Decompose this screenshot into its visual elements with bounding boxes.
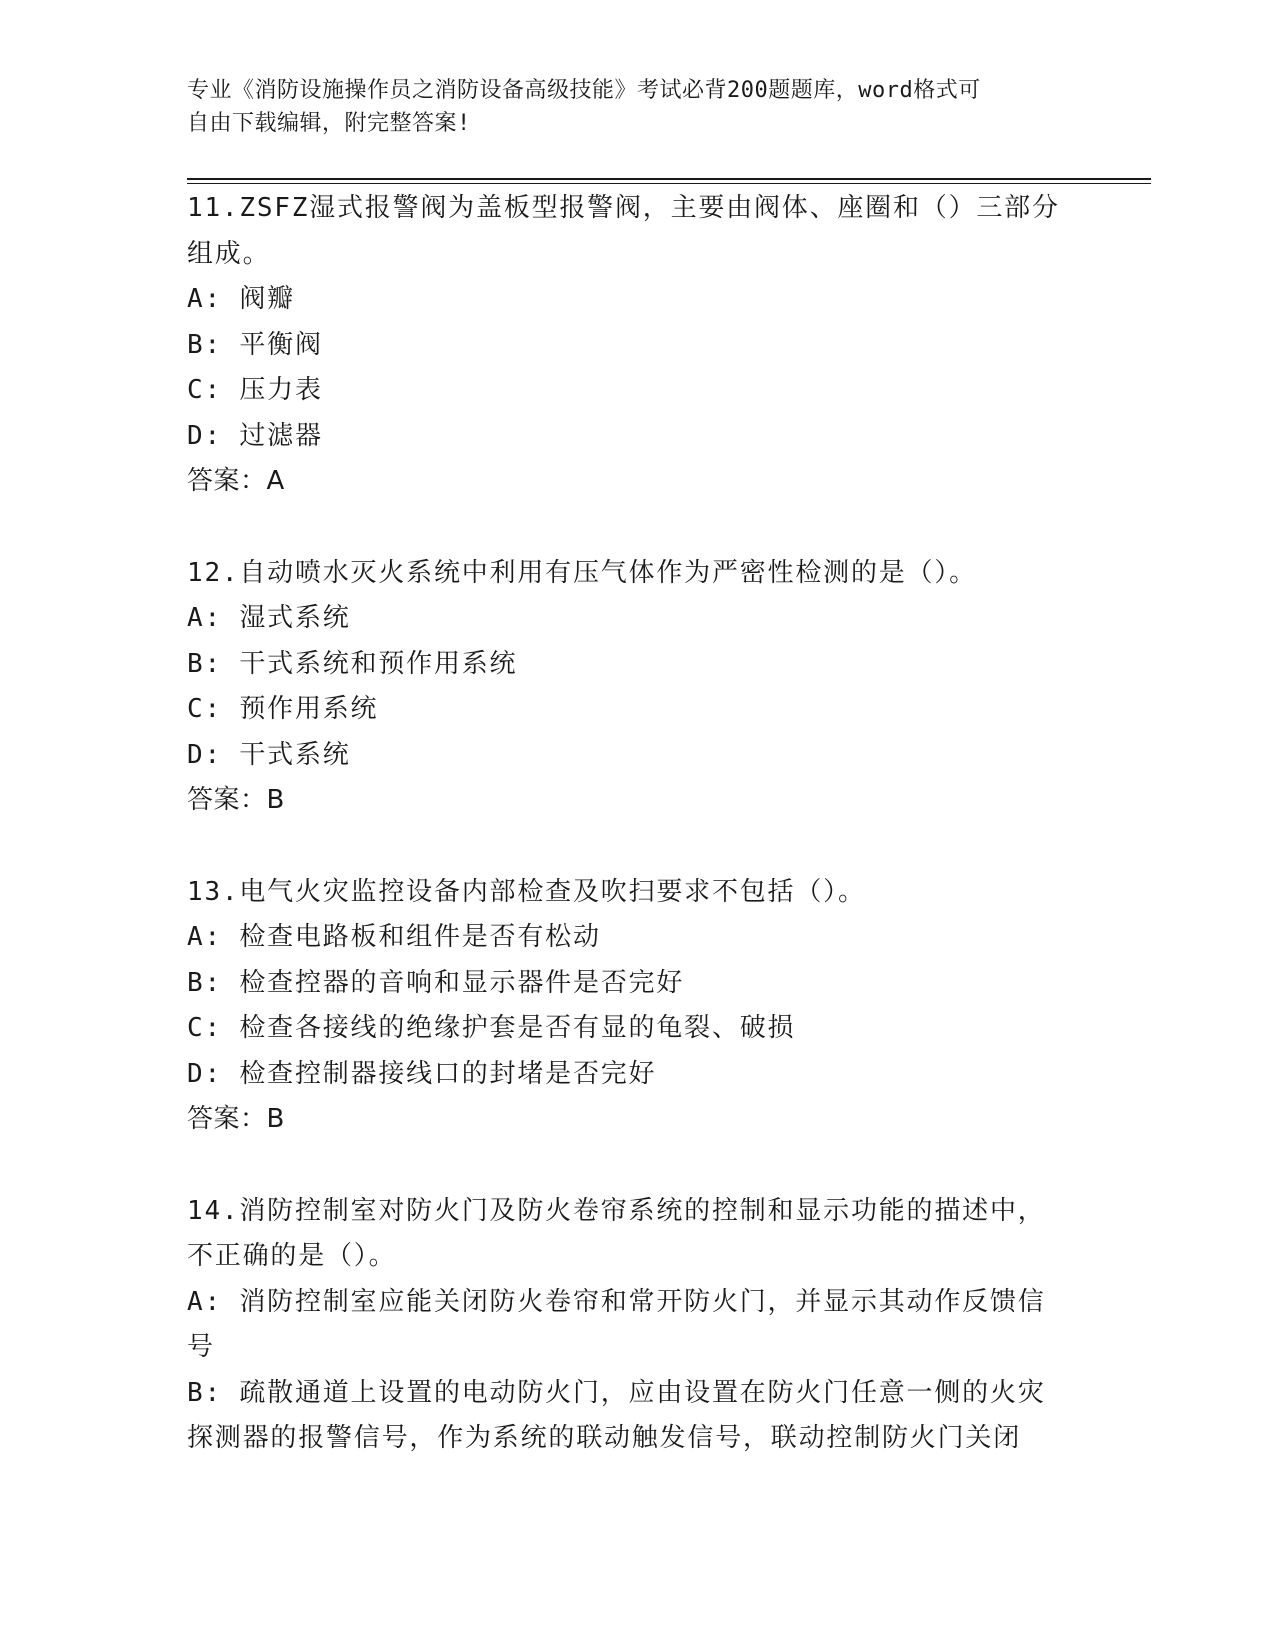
question-stem: 不正确的是（）。 (187, 1241, 397, 1271)
document-header (187, 74, 1067, 140)
option-b-continued: 探测器的报警信号，作为系统的联动触发信号，联动控制防火门关闭 (187, 1423, 1022, 1453)
question-11 (187, 186, 1087, 505)
option-d: D: 检查控制器接线口的封堵是否完好 (187, 1058, 657, 1089)
option-b: B: 干式系统和预作用系统 (187, 648, 518, 679)
question-13 (187, 870, 1087, 1143)
option-a: A: 消防控制室应能关闭防火卷帘和常开防火门，并显示其动作反馈信 (187, 1286, 1046, 1317)
option-c: C: 压力表 (187, 375, 323, 405)
option-a-continued: 号 (187, 1332, 215, 1362)
question-stem: 组成。 (187, 238, 271, 269)
option-d: D: 过滤器 (187, 420, 323, 451)
option-a: A: 湿式系统 (187, 603, 351, 633)
option-c: C: 检查各接线的绝缘护套是否有显的龟裂、破损 (187, 1013, 796, 1043)
option-a: A: 阀瓣 (187, 284, 295, 314)
option-b: B: 检查控器的音响和显示器件是否完好 (187, 967, 685, 998)
question-stem: 11.ZSFZ湿式报警阀为盖板型报警阀，主要由阀体、座圈和（）三部分 (187, 193, 1060, 223)
option-c: C: 预作用系统 (187, 694, 379, 724)
question-stem: 12.自动喷水灭火系统中利用有压气体作为严密性检测的是（）。 (187, 557, 977, 588)
option-b: B: 疏散通道上设置的电动防火门，应由设置在防火门任意一侧的火灾 (187, 1377, 1046, 1408)
question-14 (187, 1189, 1087, 1462)
answer: 答案：B (187, 785, 285, 815)
question-list (187, 186, 1087, 1508)
question-12 (187, 551, 1087, 824)
option-a: A: 检查电路板和组件是否有松动 (187, 922, 601, 952)
option-d: D: 干式系统 (187, 739, 351, 770)
header-line-2: 自由下载编辑，附完整答案! (187, 111, 471, 136)
answer: 答案：A (187, 466, 285, 496)
question-stem: 13.电气火灾监控设备内部检查及吹扫要求不包括（）。 (187, 876, 866, 907)
header-divider-thick (187, 178, 1151, 180)
answer: 答案：B (187, 1104, 285, 1134)
header-divider-thin (187, 183, 1151, 184)
question-stem: 14.消防控制室对防火门及防火卷帘系统的控制和显示功能的描述中， (187, 1195, 1046, 1226)
option-b: B: 平衡阀 (187, 329, 323, 360)
header-line-1: 专业《消防设施操作员之消防设备高级技能》考试必背200题题库，word格式可 (187, 78, 981, 103)
